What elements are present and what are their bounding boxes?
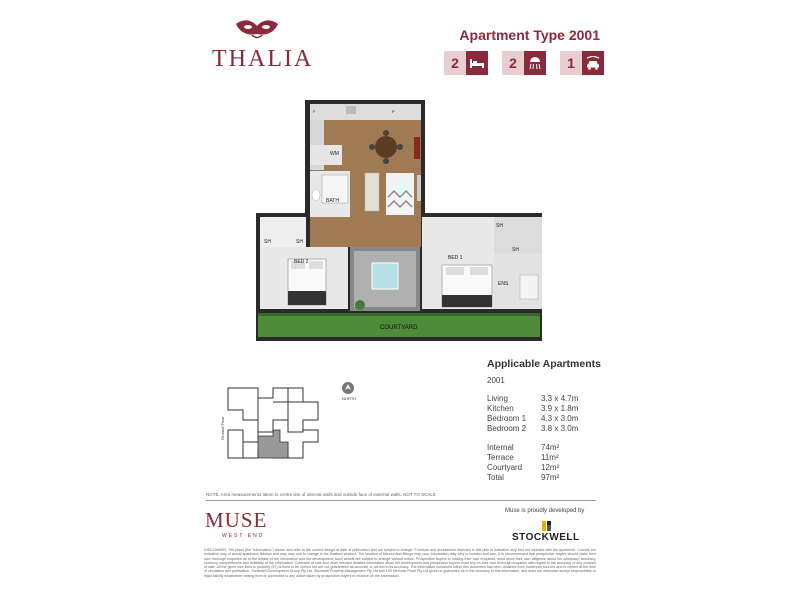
parking-count: 1 — [560, 51, 582, 75]
courtyard-label: COURTYARD — [380, 325, 418, 331]
bathroom-count: 2 — [502, 51, 524, 75]
developer-name: STOCKWELL — [512, 532, 580, 543]
bed1-label: BED 1 — [448, 255, 463, 261]
sh-label-1: SH — [264, 239, 271, 245]
disclaimer: DISCLAIMER: The plans (the "information") shown and refer to the current design at date of publication and are subject to change. Furniture and accessories depicted in this plan is indicative only and not included with the apartment. Colours are indicative only of actual apartment finishes and may vary due to change in the finalised product. The location of fixtures and fittings may vary. Information may vary in location and size. It is recommended that prospective buyers should make their own thorough enquiries as to the details of the information and the development; such details are subject to change without notice. Prospective buyers in making their own enquiries, must show their own diligence about the adequacy, accuracy, currency, completeness and reliability of the information. Contracts of sale and other relevant detailed information about the development and prospective buyers must rely on their own thorough enquiries with regard to the accuracy of any contract of sale. All the given size lines in property (57) is fixed to be correct but are not guaranteed as accurate or correct in its accuracy. The information contained within this document has been obtained from numerous sources and is correct at the time of circulation and publication. Stockwell Development Group Pty Ltd, Stockwell Property Management Pty Ltd and 109 Merivale Road Pty Ltd gives no guarantee as to the accuracy of this information, and does not otherwise accept responsibility or legal liability whatsoever arising from or connected to any action taken by prospective buyers in reliance on the information. — [204, 548, 596, 578]
pantry-label: P — [392, 109, 395, 114]
key-plan — [218, 380, 358, 470]
ens-label: ENS — [498, 281, 509, 287]
area-row: Total 97m² — [487, 473, 560, 482]
sh-label-4: SH — [512, 247, 519, 253]
kitchen-bench — [310, 104, 421, 120]
apartment-info — [487, 358, 627, 483]
terrace-table — [372, 263, 398, 289]
applicable-apartments: 2001 — [487, 376, 505, 385]
parking-badge — [560, 51, 604, 75]
bed2-label: BED 2 — [294, 259, 309, 265]
room-row: Bedroom 1 4.3 x 3.0m — [487, 414, 579, 423]
brand-title: THALIA — [212, 46, 314, 72]
project-logo: MUSE — [205, 508, 268, 532]
north-label: NORTH — [342, 396, 357, 401]
dining-table — [375, 136, 397, 158]
floor-plan — [250, 95, 550, 345]
sh-label-2: SH — [296, 239, 303, 245]
fridge-label: F — [313, 109, 316, 114]
developer-label: Muse is proudly developed by — [505, 508, 585, 514]
developer-logo — [512, 519, 592, 545]
area-summary — [487, 443, 627, 483]
car-icon — [582, 51, 604, 75]
sh-label-3: SH — [496, 223, 503, 229]
apartment-title: Apartment Type 2001 — [459, 27, 600, 43]
room-sizes — [487, 394, 627, 434]
room-row: Bedroom 2 3.8 x 3.0m — [487, 424, 579, 433]
area-row: Courtyard 12m² — [487, 463, 560, 472]
wm-label: WM — [330, 151, 339, 157]
feature-badges — [444, 51, 604, 75]
sofa — [365, 173, 379, 211]
bed-icon — [466, 51, 488, 75]
thalia-mask-logo — [234, 18, 280, 40]
room-row: Living 3.3 x 4.7m — [487, 394, 579, 403]
divider — [206, 500, 596, 501]
room-row: Kitchen 3.9 x 1.8m — [487, 404, 579, 413]
applicable-heading: Applicable Apartments — [487, 358, 601, 370]
area-row: Terrace 11m² — [487, 453, 559, 462]
highlighted-apartment — [258, 430, 288, 458]
bedroom-count: 2 — [444, 51, 466, 75]
bedroom-badge — [444, 51, 488, 75]
measurement-note: NOTE: Area measurements taken to centre line of internal walls and outside face of external walls. NOT TO SCALE — [206, 492, 436, 497]
level-label: Ground Floor — [220, 416, 225, 440]
area-row: Internal 74m² — [487, 443, 560, 452]
bath-label: BATH — [326, 198, 339, 204]
project-subtitle: WEST END — [222, 533, 265, 539]
shower-icon — [524, 51, 546, 75]
bathroom-badge — [502, 51, 546, 75]
